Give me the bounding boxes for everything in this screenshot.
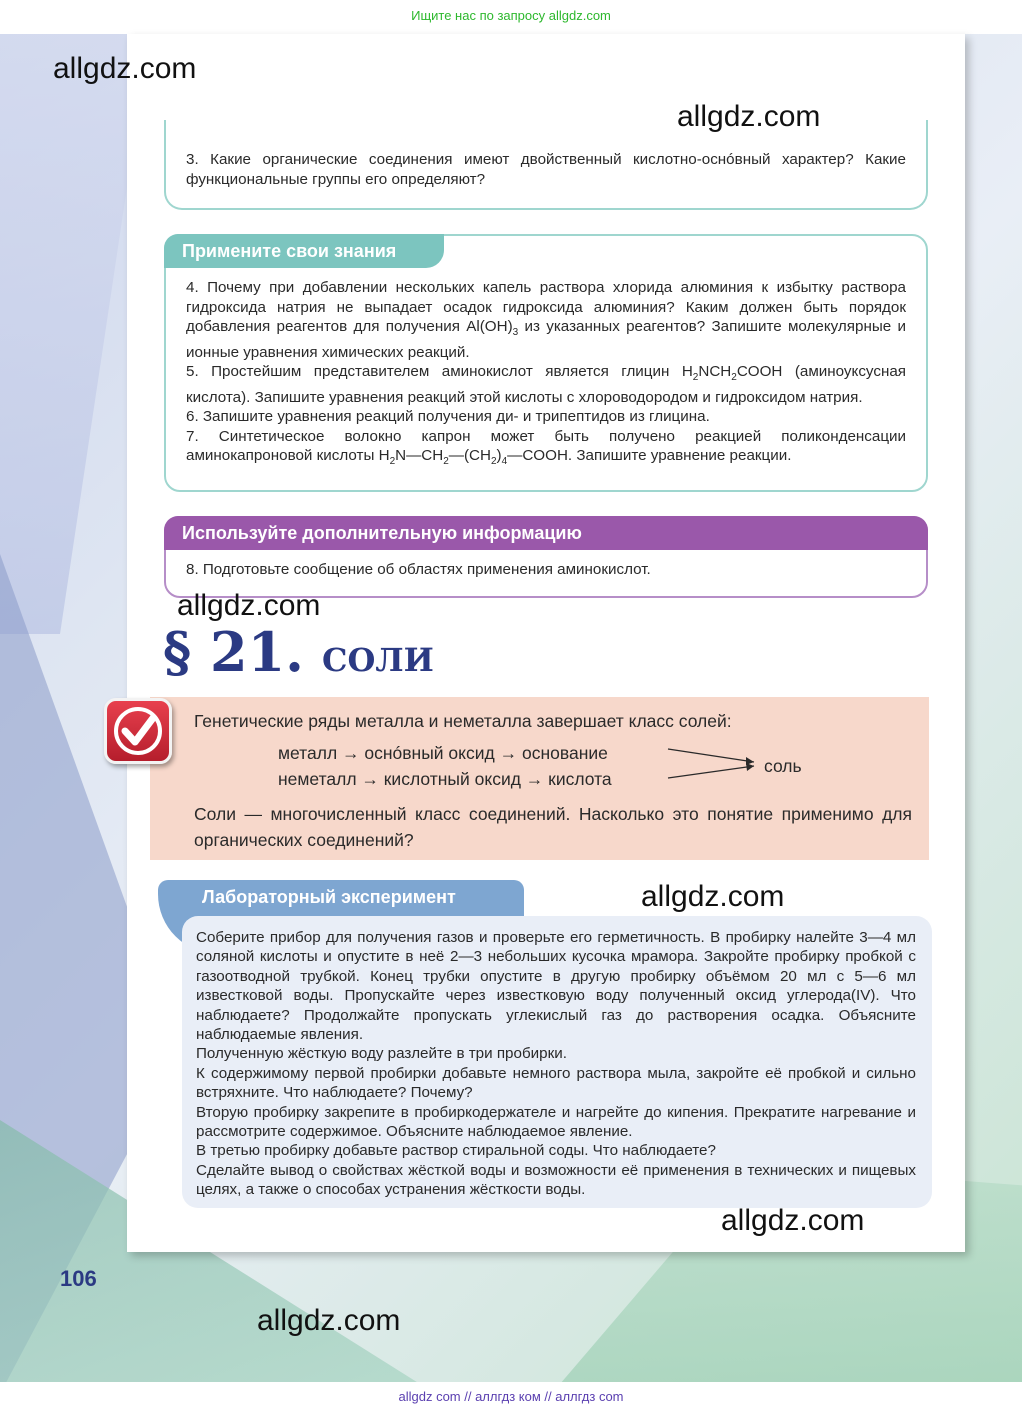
converging-arrows (662, 747, 758, 781)
watermark: allgdz.com (677, 100, 821, 133)
salt-label: соль (764, 756, 802, 776)
question-4: 4. Почему при добавлении нескольких капель раствора хлорида алюминия к избытку раствора гидроксида натрия не выпадает осадок гидроксида алюминия? Каким должен быть порядок добавления реагентов для получения $Al(OH)_3$ из указанных реагентов? Запишите молекулярные и ионные уравнения химических реакций. (186, 279, 906, 361)
watermark: allgdz.com (257, 1304, 401, 1337)
section-title: соли (322, 628, 434, 682)
section-number: § 21. (163, 620, 304, 684)
top-banner: Ищите нас по запросу allgdz.com (0, 0, 1022, 34)
checkmark-icon (104, 698, 172, 764)
metal-chain: металл → оснóвный оксид → основание (278, 743, 608, 763)
lab-experiment-box (182, 916, 932, 1208)
nonmetal-chain: неметалл → кислотный оксид → кислота (278, 769, 612, 789)
section-heading (163, 620, 434, 684)
question-5: 5. Простейшим представителем аминокислот является глицин $H_2NCH_2COOH$ (аминоуксусная кислота). Запишите уравнения реакций этой кислоты с хлороводородом и гидроксидом натрия. (186, 363, 907, 406)
question-3: 3. Какие органические соединения имеют двойственный кислотно-оснóвный характер? Какие функциональные группы его определяют? (186, 151, 906, 188)
apply-knowledge-box (164, 234, 928, 492)
lab-experiment-title: Лабораторный эксперимент (158, 880, 524, 954)
intro-block (150, 697, 929, 860)
lab-paragraph: Сделайте вывод о свойствах жёсткой воды и возможности её применения в технических и пищевых целях, а также о способах устранения жёсткости воды. (196, 1161, 916, 1199)
question-6: 6. Запишите уравнения реакций получения ди- и трипептидов из глицина. (186, 408, 710, 426)
question-7: 7. Синтетическое волокно капрон может быть получено реакцией поликонденсации аминокапроновой кислоты $H_2N—CH_2—(CH_2)_4—COOH$. Запишите уравнение реакции. (186, 427, 906, 468)
lab-paragraph: В третью пробирку добавьте раствор стиральной соды. Что наблюдаете? (196, 1142, 716, 1160)
watermark: allgdz.com (721, 1204, 865, 1237)
additional-info-title: Используйте дополнительную информацию (164, 516, 928, 550)
page-number: 106 (60, 1266, 97, 1291)
bottom-banner: allgdz com // аллгдз ком // аллгдз com (0, 1382, 1022, 1415)
lab-paragraph: Полученную жёсткую воду разлейте в три пробирки. (196, 1045, 567, 1063)
apply-knowledge-title: Примените свои знания (164, 234, 444, 268)
intro-line: Генетические ряды металла и неметалла завершает класс солей: (194, 711, 732, 731)
question-8: 8. Подготовьте сообщение об областях применения аминокислот. (186, 561, 651, 578)
watermark: allgdz.com (641, 880, 785, 913)
intro-question: Соли — многочисленный класс соединений. Насколько это понятие применимо для органических соединений? (194, 804, 912, 850)
lab-paragraph: Соберите прибор для получения газов и проверьте его герметичность. В пробирку налейте 3—4 мл соляной кислоты и опустите в неё 2—3 небольших кусочка мрамора. Закройте пробирку пробкой с газоотводной трубкой. Конец трубки опустите в другую пробирку объёмом 20 мл с 5—6 мл известковой воды. Пропускайте через известковую воду полученный оксид углерода(IV). Что наблюдаете? Продолжайте пропускать углекислый газ до растворения осадка. Объясните наблюдаемые явления. (196, 929, 916, 1044)
watermark: allgdz.com (177, 589, 321, 622)
lab-paragraph: К содержимому первой пробирки добавьте немного раствора мыла, закройте её пробкой и сильно встряхните. Что наблюдаете? Почему? (196, 1064, 916, 1102)
watermark: allgdz.com (53, 52, 197, 85)
lab-paragraph: Вторую пробирку закрепите в пробиркодержателе и нагрейте до кипения. Прекратите нагревание и рассмотрите содержимое. Объясните наблюдаемое явление. (196, 1103, 916, 1141)
